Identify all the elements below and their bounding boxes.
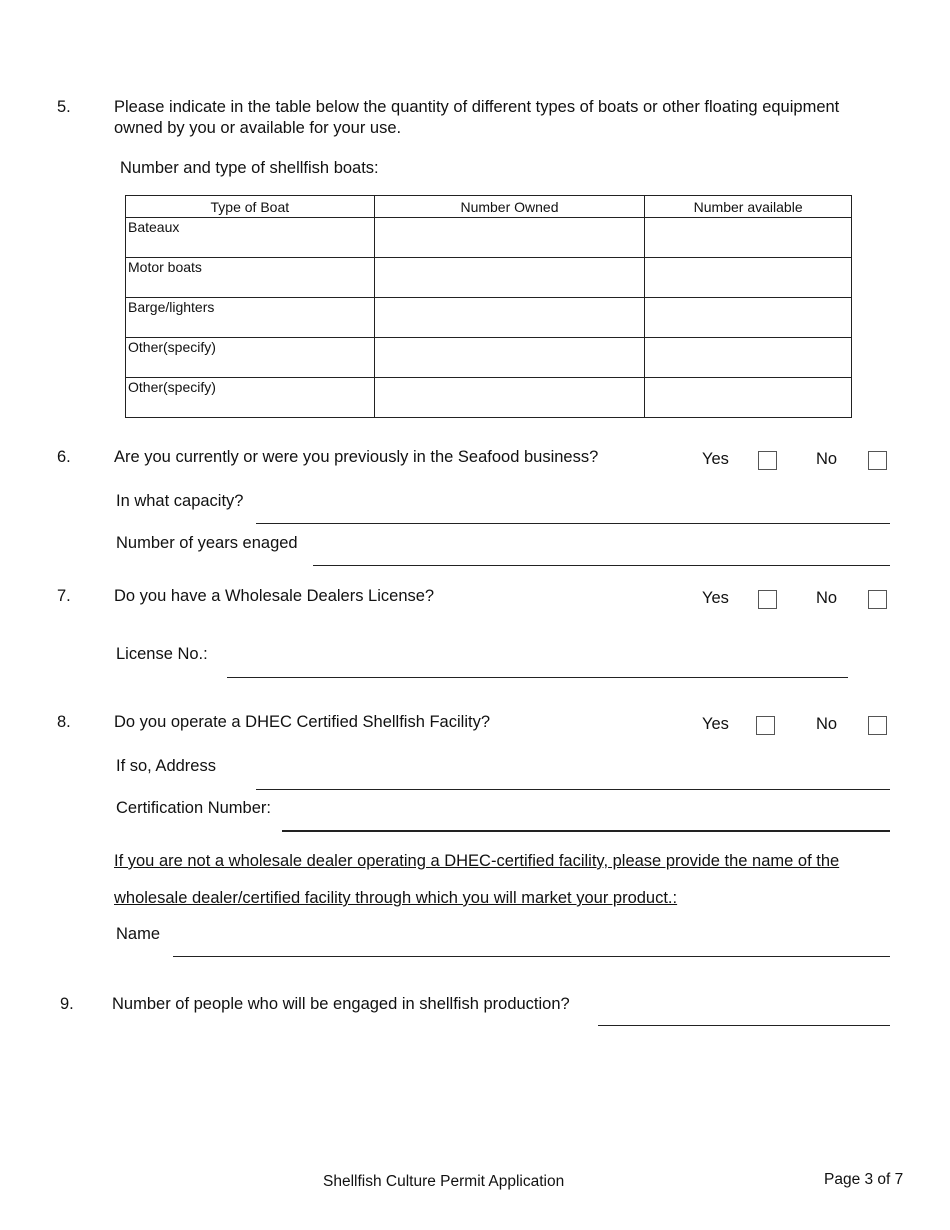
table-row xyxy=(126,338,852,378)
number-available-cell[interactable] xyxy=(645,378,852,418)
q9-text: Number of people who will be engaged in shellfish production? xyxy=(112,995,570,1013)
q7-yes-label: Yes xyxy=(702,589,729,607)
q7-license-label: License No.: xyxy=(116,645,208,663)
header-number-owned: Number Owned xyxy=(374,196,645,218)
q8-no-checkbox[interactable] xyxy=(868,716,887,735)
q5-text-line1: Please indicate in the table below the quantity of different types of boats or other floating equipment xyxy=(114,98,840,116)
q8-note-line2: wholesale dealer/certified facility through which you will market your product.: xyxy=(114,889,678,907)
q6-yes-label: Yes xyxy=(702,450,729,468)
footer-title: Shellfish Culture Permit Application xyxy=(323,1173,565,1190)
boat-type-cell: Barge/lighters xyxy=(126,298,375,338)
q6-years-label: Number of years enaged xyxy=(116,534,298,552)
boat-type-cell: Other(specify) xyxy=(126,378,375,418)
page-number: Page 3 of 7 xyxy=(824,1171,904,1188)
number-available-cell[interactable] xyxy=(645,218,852,258)
q6-number: 6. xyxy=(57,448,71,466)
q6-no-checkbox[interactable] xyxy=(868,451,887,470)
q8-text: Do you operate a DHEC Certified Shellfish Facility? xyxy=(114,713,490,731)
q8-cert-label: Certification Number: xyxy=(116,799,271,817)
table-row xyxy=(126,258,852,298)
number-owned-cell[interactable] xyxy=(374,218,645,258)
q8-yes-checkbox[interactable] xyxy=(756,716,775,735)
q6-text: Are you currently or were you previously in the Seafood business? xyxy=(114,448,599,466)
table-row xyxy=(126,298,852,338)
boat-table xyxy=(125,195,852,418)
q8-address-field[interactable] xyxy=(256,789,890,790)
table-row xyxy=(126,218,852,258)
number-owned-cell[interactable] xyxy=(374,298,645,338)
number-available-cell[interactable] xyxy=(645,258,852,298)
q5-number: 5. xyxy=(57,98,71,116)
q6-yes-checkbox[interactable] xyxy=(758,451,777,470)
header-type-of-boat: Type of Boat xyxy=(126,196,375,218)
number-available-cell[interactable] xyxy=(645,298,852,338)
number-owned-cell[interactable] xyxy=(374,378,645,418)
q5-subheading: Number and type of shellfish boats: xyxy=(120,159,379,177)
header-number-available: Number available xyxy=(645,196,852,218)
q8-number: 8. xyxy=(57,713,71,731)
q8-note-line1: If you are not a wholesale dealer operating a DHEC-certified facility, please provide the name of the xyxy=(114,852,840,870)
q7-no-label: No xyxy=(816,589,838,607)
boat-type-cell: Other(specify) xyxy=(126,338,375,378)
table-row xyxy=(126,378,852,418)
q9-field[interactable] xyxy=(598,1025,890,1026)
boat-type-cell: Bateaux xyxy=(126,218,375,258)
q8-no-label: No xyxy=(816,715,838,733)
q8-address-label: If so, Address xyxy=(116,757,216,775)
q8-yes-label: Yes xyxy=(702,715,729,733)
boat-table-header xyxy=(126,196,852,218)
q6-capacity-label: In what capacity? xyxy=(116,492,244,510)
q6-no-label: No xyxy=(816,450,838,468)
q8-name-label: Name xyxy=(116,925,161,943)
boat-type-cell: Motor boats xyxy=(126,258,375,298)
q7-no-checkbox[interactable] xyxy=(868,590,887,609)
q7-yes-checkbox[interactable] xyxy=(758,590,777,609)
q7-license-field[interactable] xyxy=(227,677,848,678)
q5-text-line2: owned by you or available for your use. xyxy=(114,119,402,137)
q8-name-field[interactable] xyxy=(173,956,890,957)
q9-number: 9. xyxy=(60,995,74,1013)
q7-number: 7. xyxy=(57,587,71,605)
number-available-cell[interactable] xyxy=(645,338,852,378)
q7-text: Do you have a Wholesale Dealers License? xyxy=(114,587,435,605)
number-owned-cell[interactable] xyxy=(374,338,645,378)
q8-cert-field[interactable] xyxy=(282,830,890,832)
q6-capacity-field[interactable] xyxy=(256,523,890,524)
q6-years-field[interactable] xyxy=(313,565,890,566)
number-owned-cell[interactable] xyxy=(374,258,645,298)
